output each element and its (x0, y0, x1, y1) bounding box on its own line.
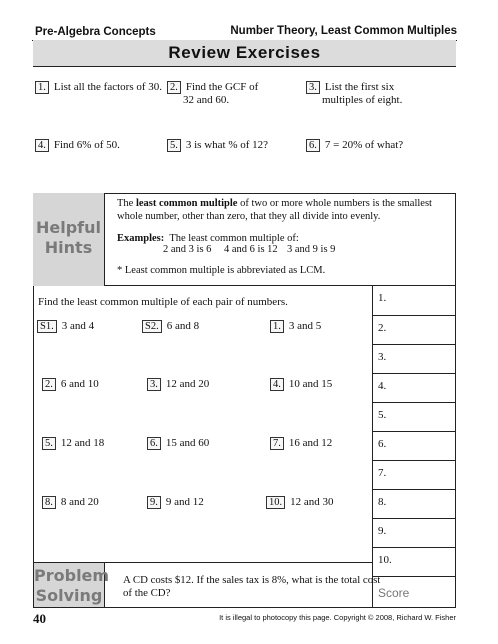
answer-label: 2. (378, 322, 387, 334)
answer-label: 4. (378, 380, 387, 392)
example-1: 2 and 3 is 6 (163, 244, 212, 255)
hints-heading-line2: Hints (44, 238, 93, 257)
answer-blank-1[interactable] (373, 286, 456, 316)
item-text: Find the GCF of (185, 81, 259, 93)
answer-column (372, 286, 456, 608)
problem-number: 9. (147, 496, 161, 509)
problem-solving-heading-line1: Problem (34, 566, 110, 585)
answer-label: 5. (378, 409, 387, 421)
answer-label: 10. (378, 554, 392, 566)
problem-text: 10 and 15 (288, 378, 333, 390)
hints-heading-line1: Helpful (35, 218, 101, 237)
problem-s2 (142, 320, 199, 333)
problem-text: 6 and 8 (166, 320, 200, 332)
problem-text: 12 and 30 (290, 496, 334, 508)
problem-number: 2. (42, 378, 56, 391)
hints-text: The (117, 198, 136, 209)
problem-number: 7. (270, 437, 284, 450)
problem-text: 3 and 5 (288, 320, 322, 332)
answer-blank-9[interactable] (373, 519, 456, 548)
example-3: 3 and 9 is 9 (287, 244, 336, 255)
problem-solving-heading-line2: Solving (35, 586, 103, 605)
answer-label: 3. (378, 351, 387, 363)
problem-text: 12 and 20 (165, 378, 210, 390)
problem-text: 9 and 12 (165, 496, 204, 508)
hints-term: least common multiple (135, 198, 238, 209)
score-label: Score (378, 586, 410, 600)
problem-1 (270, 320, 321, 333)
problem-text: 12 and 18 (60, 437, 105, 449)
review-item-1 (35, 81, 162, 94)
review-item-5 (167, 139, 268, 152)
answer-blank-7[interactable] (373, 461, 456, 490)
word-problem-line1: A CD costs $12. If the sales tax is 8%, what is the total cost (123, 574, 381, 586)
instructions: Find the least common multiple of each pair of numbers. (38, 296, 288, 308)
problem-text: 3 and 4 (61, 320, 95, 332)
score-box[interactable] (373, 577, 456, 608)
hints-sidebar (33, 193, 105, 286)
problem-7 (270, 437, 332, 450)
problem-number: 10. (266, 496, 285, 509)
hints-definition (117, 197, 447, 223)
item-text: List the first six (324, 81, 395, 93)
problem-text: 8 and 20 (60, 496, 99, 508)
problem-9 (147, 496, 204, 509)
item-text: Find 6% of 50. (53, 139, 120, 151)
review-item-6 (306, 139, 403, 152)
answer-blank-5[interactable] (373, 403, 456, 432)
review-item-2 (167, 81, 258, 107)
item-text-line2: 32 and 60. (183, 94, 230, 106)
problem-number: 8. (42, 496, 56, 509)
item-number: 6. (306, 139, 320, 152)
book-title: Pre-Algebra Concepts (35, 26, 156, 38)
problem-6 (147, 437, 209, 450)
word-problem-line2: of the CD? (123, 587, 171, 599)
examples-label: Examples: (117, 233, 165, 244)
problem-number: 5. (42, 437, 56, 450)
problem-number: S2. (142, 320, 162, 333)
word-problem (123, 574, 380, 600)
title-banner (33, 40, 456, 67)
answer-label: 1. (378, 292, 387, 304)
page-number: 40 (33, 611, 46, 626)
problem-number: 1. (270, 320, 284, 333)
problem-text: 6 and 10 (60, 378, 99, 390)
answer-blank-3[interactable] (373, 345, 456, 374)
item-text: 3 is what % of 12? (185, 139, 269, 151)
problem-8 (42, 496, 99, 509)
problem-text: 15 and 60 (165, 437, 210, 449)
item-number: 3. (306, 81, 320, 94)
item-number: 2. (167, 81, 181, 94)
item-text-line2: multiples of eight. (322, 94, 403, 106)
answer-label: 6. (378, 438, 387, 450)
item-number: 1. (35, 81, 49, 94)
answer-label: 9. (378, 525, 387, 537)
review-item-4 (35, 139, 120, 152)
answer-blank-6[interactable] (373, 432, 456, 461)
item-text: 7 = 20% of what? (324, 139, 404, 151)
problem-3 (147, 378, 209, 391)
problem-2 (42, 378, 99, 391)
problem-number: S1. (37, 320, 57, 333)
item-text: List all the factors of 30. (53, 81, 163, 93)
problem-number: 6. (147, 437, 161, 450)
problem-text: 16 and 12 (288, 437, 333, 449)
answer-blank-8[interactable] (373, 490, 456, 519)
problem-4 (270, 378, 332, 391)
copyright-notice: It is illegal to photocopy this page. Copyright © 2008, Richard W. Fisher (219, 613, 456, 622)
answer-blank-2[interactable] (373, 316, 456, 345)
examples-text: The least common multiple of: (169, 233, 299, 244)
answer-label: 7. (378, 467, 387, 479)
example-2: 4 and 6 is 12 (224, 244, 278, 255)
problem-number: 3. (147, 378, 161, 391)
hints-text: whole number, other than zero, that they all divide into evenly. (117, 211, 381, 222)
item-number: 4. (35, 139, 49, 152)
problem-s1 (37, 320, 94, 333)
hints-text: of two or more whole numbers is the smallest (237, 198, 432, 209)
problem-10 (266, 496, 334, 509)
review-item-3 (306, 81, 402, 107)
problem-number: 4. (270, 378, 284, 391)
page-title: Review Exercises (168, 43, 321, 62)
hints-note: * Least common multiple is abbreviated as LCM. (117, 265, 326, 276)
problem-solving-sidebar (33, 562, 110, 608)
answer-blank-10[interactable] (373, 548, 456, 577)
answer-blank-4[interactable] (373, 374, 456, 403)
chapter-title: Number Theory, Least Common Multiples (230, 25, 457, 37)
answer-label: 8. (378, 496, 387, 508)
problem-5 (42, 437, 104, 450)
item-number: 5. (167, 139, 181, 152)
